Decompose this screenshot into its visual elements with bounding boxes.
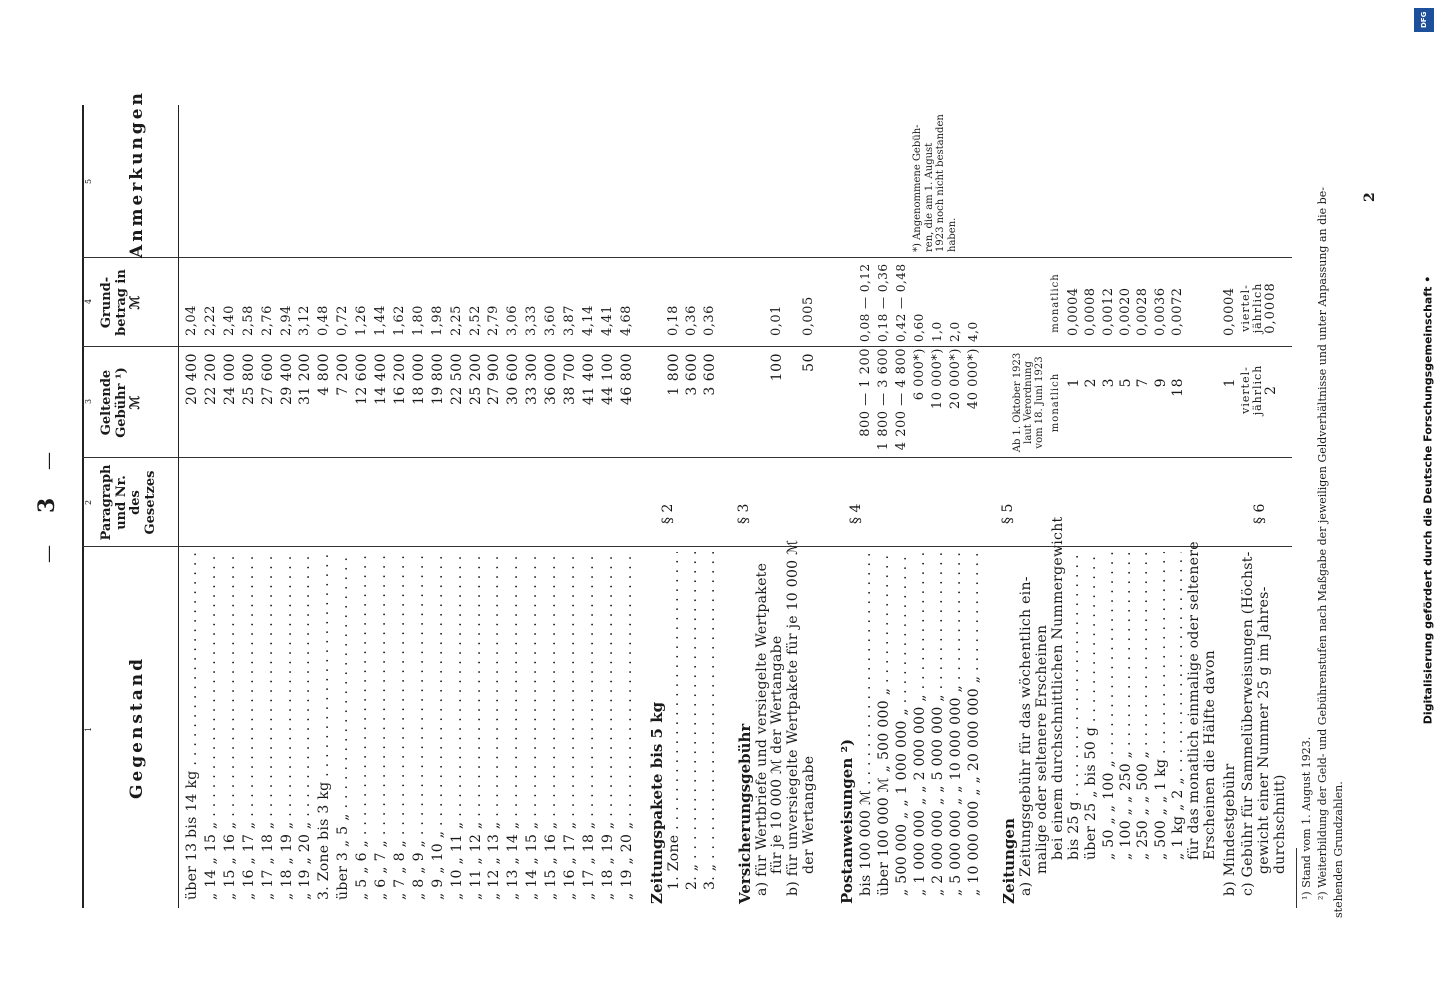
row-base: 4,0 [966,321,980,342]
zeitungen-monatlich-fee: monatlich [1050,372,1061,433]
zeitungen-b-base: 0,0004 [1222,287,1237,336]
row-base: 2,58 [240,305,256,336]
row-subject: „ 18 „ 19 „ . . . [279,552,295,900]
zeitungen-half-2: Erscheinen die Hälfte davon [1202,650,1218,860]
paragraph-2: § 2 [660,503,676,524]
row-base: 0,0072 [1169,287,1185,336]
row-fee: 29 400 [278,353,295,405]
row-base: 2,04 [184,305,199,336]
row-subject: „ 50 „ „ 100 „ . . . [1101,552,1117,860]
row-base: 2,22 [202,305,218,336]
row-fee: 1 800 [666,353,682,396]
row-fee: 44 100 [599,353,616,405]
row-base: 4,68 [618,305,634,336]
row-fee: 31 200 [297,353,314,405]
row-base: 0,18 [666,305,681,336]
row-subject: „ 5 „ 6 „ . . . [354,552,370,900]
row-subject: 2. „ . . . [684,552,700,890]
col-divider-4 [82,257,1292,258]
row-fee: 14 400 [373,353,389,405]
row-subject: „ 16 „ 17 „ . . . [562,552,578,900]
row-subject: „ 19 „ 20 „ . . . [619,552,635,900]
paragraph-4: § 4 [848,503,864,524]
versicherung-a: a) für Wertbriefe und versiegelte Wertpakete [754,562,770,896]
row-fee: 27 900 [486,353,503,405]
row-base: 0,60 [912,313,926,342]
paragraph-3: § 3 [736,503,752,524]
row-subject: „ 14 „ 15 „ . . . [203,552,219,900]
row-subject: über 3 „ 5 „ . . . [335,552,351,900]
row-subject: „ 18 „ 19 „ . . . [600,552,616,900]
row-fee: 41 400 [580,353,597,405]
row-fee: 9 [1152,378,1169,388]
row-fee: 19 800 [429,353,446,405]
row-base: 0,0028 [1135,287,1151,336]
row-subject: „ 500 000 „ „ 1 000 000 „ . . . [894,552,910,896]
row-subject: „ 19 „ 20 „ . . . [297,552,313,900]
versicherung-base-b: 0,005 [801,296,816,336]
row-fee: 22 500 [448,353,465,405]
row-base: 0,0004 [1066,287,1081,336]
versicherung-a2: für je 10 000 ℳ der Wertangabe [769,635,785,874]
row-subject: 3. Zone bis 3 kg . . . [316,552,332,900]
row-fee: 2 [1083,378,1100,388]
row-base: 2,0 [948,321,962,342]
row-subject: „ 5 000 000 „ „ 10 000 000 „ . . . [948,552,964,896]
col-divider-1 [82,546,1292,547]
row-fee: 16 200 [391,353,408,405]
colnum-1: 1 [84,726,93,732]
zeitungen-half-1: für das monatlich einmalige oder seltenere [1186,541,1202,860]
row-subject: „ 250 „ „ 500 „ . . . [1135,552,1151,860]
row-subject: „ 100 „ „ 250 „ . . . [1118,552,1134,860]
row-subject: „ 15 „ 16 „ . . . [543,552,559,900]
row-base: 1,80 [410,305,426,336]
page-dash-left: — [38,545,59,563]
row-subject: „ 11 „ 12 „ . . . [468,552,484,900]
versicherung-fee-b: 50 [801,353,817,372]
row-base: 1,26 [354,305,370,336]
row-fee: 30 600 [505,353,522,405]
row-fee: 1 [1066,378,1082,388]
zeitungen-a3: bei einem durchschnittlichen Nummergewicht [1050,516,1066,860]
zeitungen-c2: gewicht einer Nummer 25 g im Jahres- [1256,586,1272,874]
row-base: 1,0 [930,321,944,342]
row-fee: 3 600 [702,353,718,396]
row-subject: „ 10 000 000 „ „ 20 000 000 „ . . . [966,552,982,896]
colnum-5: 5 [84,178,93,184]
zeitungen-c1: c) Gebühr für Sammelüberweisungen (Höchst- [1240,551,1256,896]
row-subject: „ 17 „ 18 „ . . . [581,552,597,900]
table-header-rule [178,105,179,908]
row-fee: 3 [1100,378,1117,388]
row-base: 0,0008 [1083,287,1099,336]
row-fee: 27 600 [259,353,276,405]
versicherung-b2: der Wertangabe [801,755,817,874]
zeitungen-b: b) Mindestgebühr [1222,763,1238,896]
row-base: 4,14 [580,305,596,336]
row-subject: „ 12 „ 13 „ . . . [486,552,502,900]
row-base: 0,0036 [1152,287,1168,336]
row-base: 0,72 [335,305,351,336]
row-fee: 5 [1117,378,1134,388]
row-fee: 22 200 [202,353,219,405]
row-fee: 18 000 [410,353,427,405]
row-subject: „ 8 „ 9 „ . . . [411,552,427,900]
versicherung-base-a: 0,01 [769,305,784,336]
row-fee: 18 [1169,378,1186,397]
row-base: 2,25 [448,305,464,336]
zeitungen-c-fee: viertel- jährlich 2 [1239,364,1280,416]
row-subject: 3. „ . . . [702,552,718,890]
dfg-logo: DFG [1414,8,1434,32]
row-base: 1,44 [373,305,388,336]
row-fee: 38 700 [562,353,578,405]
row-fee: 24 000 [221,353,238,405]
anmerkung-note: *) Angenommene Gebüh- ren, die am 1. August 1923 noch nicht bestanden haben. [912,114,958,252]
row-subject: „ 1 000 000 „ „ 2 000 000 „ . . . [912,552,928,896]
colnum-3: 3 [84,398,93,404]
row-base: 0,42 — 0,48 [894,263,908,342]
zeitungen-a2: malige oder seltenere Erscheinen [1034,624,1050,874]
row-base: 2,52 [467,305,483,336]
zeitungen-a1: a) Zeitungsgebühr für das wöchentlich ein- [1018,576,1034,896]
row-fee: 1 800 — 3 600 [876,348,891,451]
row-fee: 800 — 1 200 [858,348,873,437]
colnum-2: 2 [84,499,93,505]
row-fee: 10 000*) [930,348,945,410]
paragraph-5: § 5 [1000,503,1016,524]
row-subject: bis 25 g . . . [1066,552,1082,860]
footnote-rule [1296,848,1297,908]
row-subject: bis 100 000 ℳ . . . [858,552,874,896]
row-fee: 40 000*) [966,348,981,410]
page-dash-right: — [38,452,59,470]
row-subject: „ 13 „ 14 „ . . . [505,552,521,900]
footnote-2: ²) Weiterbildung der Geld- und Gebührenstufen nach Maßgabe der jeweiligen Geldverhältnisse und unter Anpassung an die be- [1316,187,1329,900]
row-subject: über 13 bis 14 kg . . . [184,552,200,900]
row-base: 4,41 [599,305,615,336]
row-fee: 3 600 [684,353,700,396]
zeitungen-b-fee: 1 [1222,378,1238,388]
row-base: 0,0020 [1117,287,1133,336]
section-versicherung: Versicherungsgebühr [736,723,754,904]
row-fee: 7 [1135,378,1152,388]
row-fee: 20 000*) [948,348,963,410]
row-base: 0,18 — 0,36 [876,263,890,342]
row-base: 2,79 [486,305,502,336]
row-base: 2,40 [221,305,237,336]
row-fee: 6 000*) [912,348,927,401]
row-subject: „ 7 „ 8 „ . . . [392,552,408,900]
row-base: 1,98 [429,305,445,336]
row-subject: 1. Zone . . . [666,552,682,890]
row-subject: „ 16 „ 17 „ . . . [241,552,257,900]
versicherung-fee-a: 100 [769,353,785,382]
row-fee: 36 000 [543,353,560,405]
row-fee: 33 300 [524,353,541,405]
row-subject: „ 15 „ 16 „ . . . [222,552,238,900]
row-fee: 46 800 [618,353,635,405]
row-base: 0,48 [316,305,332,336]
row-subject: „ 500 „ „ 1 kg . . . [1153,552,1169,860]
zeitungen-c3: durchschnitt) [1272,774,1288,874]
header-gegenstand: Gegenstand [127,655,147,800]
colnum-4: 4 [84,298,93,304]
footnote-1: ¹) Stand vom 1. August 1923. [1300,736,1313,900]
footnote-3: stehenden Grundzahlen. [1332,781,1345,918]
row-base: 0,36 [684,305,699,336]
row-subject: über 25 „ bis 50 g . . . [1083,552,1099,860]
zeitungen-ordinance-note: Ab 1. Oktober 1923 laut Verordnung vom 18. Juni 1923 [1012,352,1045,453]
row-fee: 20 400 [184,353,200,405]
bottom-page-number: 2 [1362,192,1378,202]
row-fee: 12 600 [354,353,371,405]
row-base: 2,76 [259,305,275,336]
header-paragraph: Paragraph und Nr. des Gesetzes [99,464,158,541]
row-subject: „ 1 kg „ 2 „ . . . [1170,552,1186,860]
row-fee: 4 200 — 4 800 [894,348,909,451]
row-subject: „ 10 „ 11 „ . . . [449,552,465,900]
page-number: 3 [34,497,60,513]
header-grundbetrag: Grund- betrag in ℳ [99,269,144,336]
section-postanweisungen: Postanweisungen ²) [838,738,856,904]
row-fee: 25 800 [240,353,257,405]
row-base: 0,08 — 0,12 [858,263,872,342]
row-fee: 25 200 [467,353,484,405]
row-base: 3,33 [524,305,540,336]
table-top-rule [82,105,84,908]
versicherung-b: b) für unversiegelte Wertpakete für je 10 000 ℳ [785,539,801,896]
row-base: 0,36 [702,305,717,336]
row-base: 0,0012 [1100,287,1116,336]
row-subject: „ 9 „ 10 „ . . . [430,552,446,900]
row-base: 2,94 [278,305,294,336]
row-subject: „ 2 000 000 „ „ 5 000 000 „ . . . [930,552,946,896]
row-base: 3,60 [543,305,559,336]
row-base: 3,12 [297,305,313,336]
row-base: 3,87 [562,305,577,336]
row-base: 3,06 [505,305,521,336]
zeitungen-monatlich-base: monatlich [1050,273,1061,333]
row-subject: „ 17 „ 18 „ . . . [260,552,276,900]
header-geltende-gebuehr: Geltende Gebühr ¹) ℳ [99,367,144,438]
section-zeitungen: Zeitungen [1000,818,1018,904]
row-subject: „ 14 „ 15 „ . . . [524,552,540,900]
digitization-note: Digitalisierung gefördert durch die Deutsche Forschungsgemeinschaft • [1421,275,1434,725]
row-fee: 4 800 [316,353,333,396]
row-subject: „ 6 „ 7 „ . . . [373,552,389,900]
header-anmerkungen: Anmerkungen [127,90,147,258]
row-subject: über 100 000 ℳ „ 500 000 „ . . . [876,552,892,896]
row-base: 1,62 [391,305,407,336]
section-zeitungspakete: Zeitungspakete bis 5 kg [648,701,666,904]
row-fee: 7 200 [335,353,352,396]
zeitungen-c-base: viertel- jährlich 0,0008 [1239,282,1279,334]
col-divider-3 [82,346,1292,347]
paragraph-6: § 6 [1252,503,1268,524]
